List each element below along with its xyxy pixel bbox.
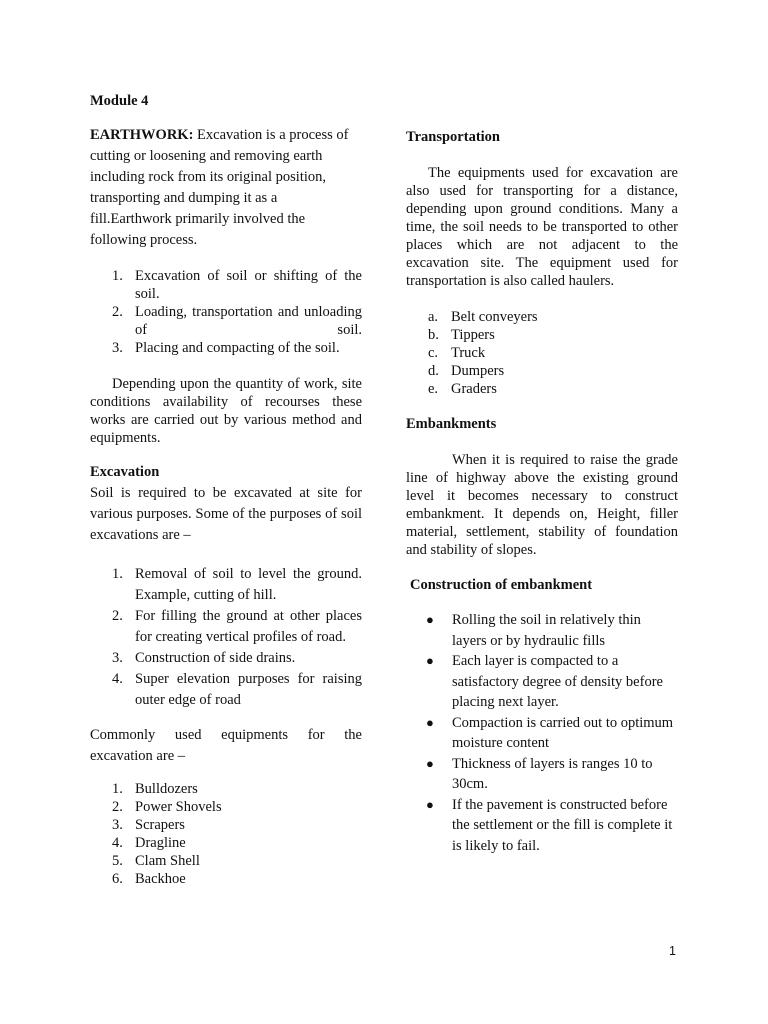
list-item: 3. Scrapers xyxy=(112,817,185,833)
haulers-list xyxy=(406,308,678,398)
equipment-list xyxy=(90,780,362,888)
list-item: 2. Loading, transportation and unloading of soil. xyxy=(112,304,362,338)
bullet-icon: ● xyxy=(426,612,434,627)
list-item: 3. Placing and compacting of the soil. xyxy=(112,340,340,356)
list-item: 4. Super elevation purposes for raising outer edge of road xyxy=(112,671,362,708)
list-item: ● Rolling the soil in relatively thin layers or by hydraulic fills xyxy=(426,612,641,649)
embankments-heading: Embankments xyxy=(406,416,497,432)
earthwork-text: Excavation is a process of cutting or loosening and removing earth including rock from its original position, transporting and dumping it as a fill.Earthwork primarily involved the following process. xyxy=(90,127,349,248)
list-item: 2. Power Shovels xyxy=(112,799,222,815)
list-item: ● Each layer is compacted to a satisfactory degree of density before placing next layer. xyxy=(426,653,663,710)
embankments-text: When it is required to raise the grade line of highway above the existing ground level it becomes necessary to construct embankment. It depends on, Height, filler material, settlement, stability of foundation and stability of slopes. xyxy=(406,452,678,558)
list-item: ● Thickness of layers is ranges 10 to 30cm. xyxy=(426,755,653,792)
list-item: 6. Backhoe xyxy=(112,871,186,887)
list-item: ● Compaction is carried out to optimum moisture content xyxy=(426,714,674,751)
list-item: 3. Construction of side drains. xyxy=(112,650,296,666)
transportation-text: The equipments used for excavation are also used for transporting for a distance, depending upon ground conditions. Many a time, the soil needs to be transported to other places which are not adjacent to the excavation site. The equipment used for transportation is also called haulers. xyxy=(406,165,678,289)
bullet-icon: ● xyxy=(426,714,434,730)
excavation-intro: Soil is required to be excavated at site for various purposes. Some of the purposes of soil excavations are – xyxy=(90,485,362,543)
list-item: 1. Removal of soil to level the ground. Example, cutting of hill. xyxy=(112,566,362,603)
list-item: a. Belt conveyers xyxy=(428,309,538,325)
page-number: 1 xyxy=(669,944,676,958)
excavation-purposes xyxy=(90,564,362,711)
earthwork-intro xyxy=(90,125,362,251)
earthwork-steps xyxy=(90,267,362,357)
list-item: 5. Clam Shell xyxy=(112,853,200,869)
bullet-icon: ● xyxy=(426,796,434,812)
construction-heading: Construction of embankment xyxy=(410,577,593,593)
list-item: e. Graders xyxy=(428,381,497,397)
bullet-icon: ● xyxy=(426,755,434,771)
equipment-intro: Commonly used equipments for the excavation are – xyxy=(90,727,362,764)
list-item: d. Dumpers xyxy=(428,363,505,379)
excavation-heading: Excavation xyxy=(90,464,160,480)
list-item: b. Tippers xyxy=(428,327,495,343)
list-item: 4. Dragline xyxy=(112,835,186,851)
list-item: ● If the pavement is constructed before the settlement or the fill is complete it is likely to fail. xyxy=(426,796,673,854)
module-title: Module 4 xyxy=(90,93,149,109)
earthwork-heading: EARTHWORK: xyxy=(90,127,194,143)
transportation-heading: Transportation xyxy=(406,129,500,145)
list-item: 1. Bulldozers xyxy=(112,781,198,797)
list-item: 1. Excavation of soil or shifting of the soil. xyxy=(112,268,362,302)
list-item: 2. For filling the ground at other places for creating vertical profiles of road. xyxy=(112,608,362,645)
list-item: c. Truck xyxy=(428,345,486,361)
construction-bullets xyxy=(406,610,678,856)
bullet-icon: ● xyxy=(426,653,434,668)
earthwork-paragraph: Depending upon the quantity of work, site conditions availability of recourses these works are carried out by various method and equipments. xyxy=(90,376,362,446)
